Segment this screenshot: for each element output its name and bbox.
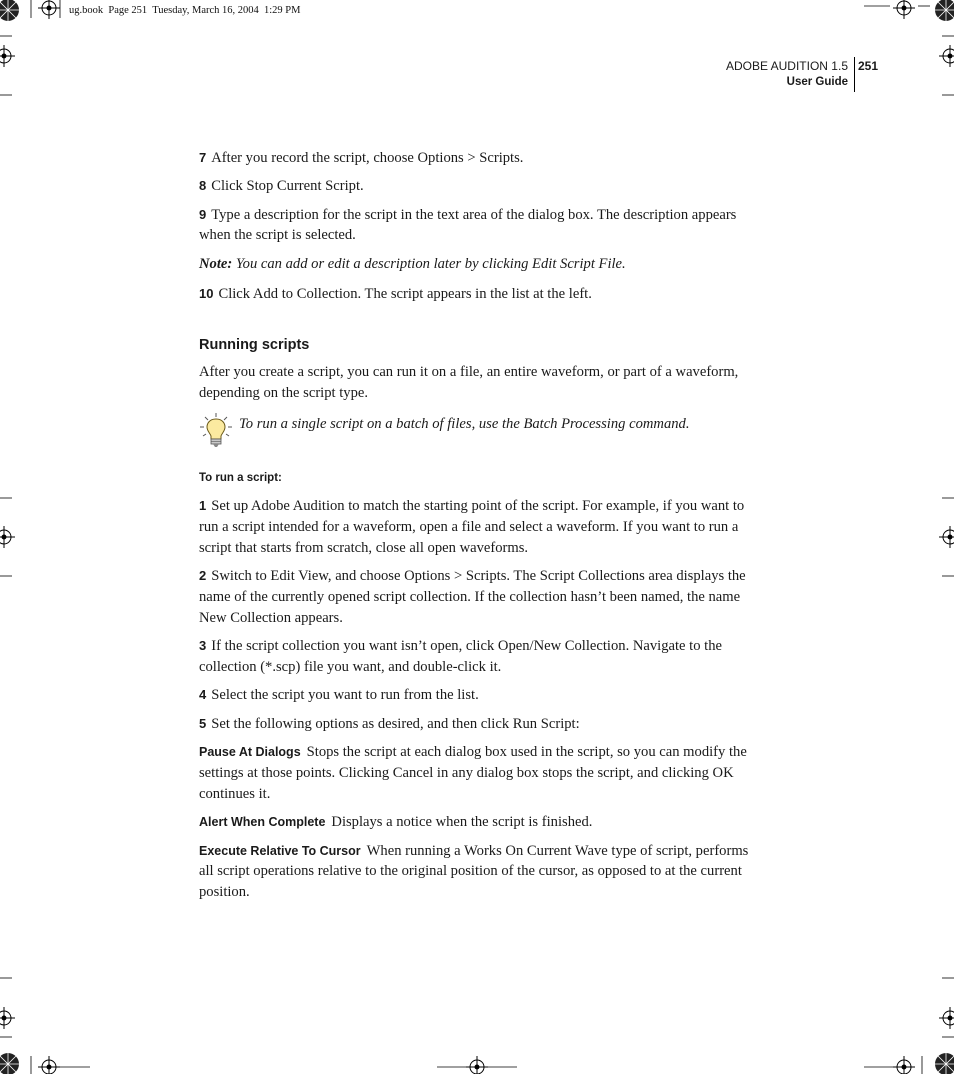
procedure-heading: To run a script:: [199, 471, 282, 484]
lightbulb-icon: [199, 412, 233, 448]
option-term: Execute Relative To Cursor: [199, 843, 361, 858]
note-label: Note:: [199, 255, 233, 272]
step-text: Switch to Edit View, and choose Options > Scripts. The Script Collections area displays the name of the currently opened script collection. If the collection hasn’t been named, the name New Collection appears.: [199, 568, 746, 626]
step-text: After you record the script, choose Options > Scripts.: [211, 150, 524, 166]
print-slug-line: ug.book Page 251 Tuesday, March 16, 2004 1:29 PM: [69, 5, 301, 16]
step-text: Click Add to Collection. The script appears in the list at the left.: [218, 286, 592, 303]
header-divider: [854, 57, 855, 92]
page-number: 251: [858, 59, 879, 73]
step-10: [199, 284, 755, 305]
step-number: 10: [199, 286, 214, 302]
step-text: Click Stop Current Script.: [211, 178, 364, 195]
option-alert-when-complete: [199, 812, 755, 833]
running-header: [726, 58, 848, 90]
tip-text: To run a single script on a batch of files, use the Batch Processing command.: [239, 415, 690, 432]
header-product: ADOBE AUDITION 1.5: [725, 59, 848, 73]
note: [199, 254, 755, 275]
step-number: 1: [199, 498, 207, 514]
tip: [199, 414, 755, 454]
option-term: Pause At Dialogs: [199, 745, 301, 760]
step-text: Set the following options as desired, and then click Run Script:: [211, 715, 580, 732]
page-body: [199, 148, 755, 911]
option-pause-at-dialogs: [199, 742, 755, 804]
step-4: [199, 685, 755, 706]
step-number: 3: [199, 638, 207, 654]
section-heading: Running scripts: [199, 337, 310, 354]
step-5: [199, 714, 755, 735]
step-text: If the script collection you want isn’t open, click Open/New Collection. Navigate to the collection (*.scp) file you want, and double-click it.: [199, 638, 723, 676]
step-2: [199, 566, 755, 628]
step-3: [199, 636, 755, 678]
step-number: 7: [199, 150, 207, 165]
step-8: [199, 176, 755, 197]
step-7: [199, 148, 755, 169]
option-text: When running a Works On Current Wave type of script, performs all script operations relative to the original position of the cursor, as opposed to at the current position.: [199, 842, 749, 901]
step-text: Set up Adobe Audition to match the starting point of the script. For example, if you want to run a script intended for a waveform, open a file and select a waveform. If you want to run a script that starts from scratch, close all open waveforms.: [199, 498, 745, 557]
option-term: Alert When Complete: [199, 815, 326, 830]
step-1: [199, 496, 755, 558]
step-number: 2: [199, 568, 207, 584]
section-intro: After you create a script, you can run it on a file, an entire waveform, or part of a waveform, depending on the script type.: [199, 364, 739, 401]
step-number: 5: [199, 715, 207, 731]
step-number: 8: [199, 178, 207, 194]
option-text: Stops the script at each dialog box used in the script, so you can modify the settings at those points. Clicking Cancel in any dialog box stops the script, and clicking OK continues it.: [199, 744, 747, 803]
step-text: Type a description for the script in the text area of the dialog box. The description appears when the script is selected.: [199, 206, 737, 244]
step-number: 4: [199, 687, 207, 703]
option-execute-relative-to-cursor: [199, 841, 755, 903]
note-text: You can add or edit a description later by clicking Edit Script File.: [235, 255, 626, 272]
header-guide: User Guide: [786, 76, 848, 88]
step-text: Select the script you want to run from the list.: [211, 687, 479, 704]
step-number: 9: [199, 206, 207, 222]
step-9: [199, 205, 755, 247]
option-text: Displays a notice when the script is finished.: [331, 814, 593, 831]
